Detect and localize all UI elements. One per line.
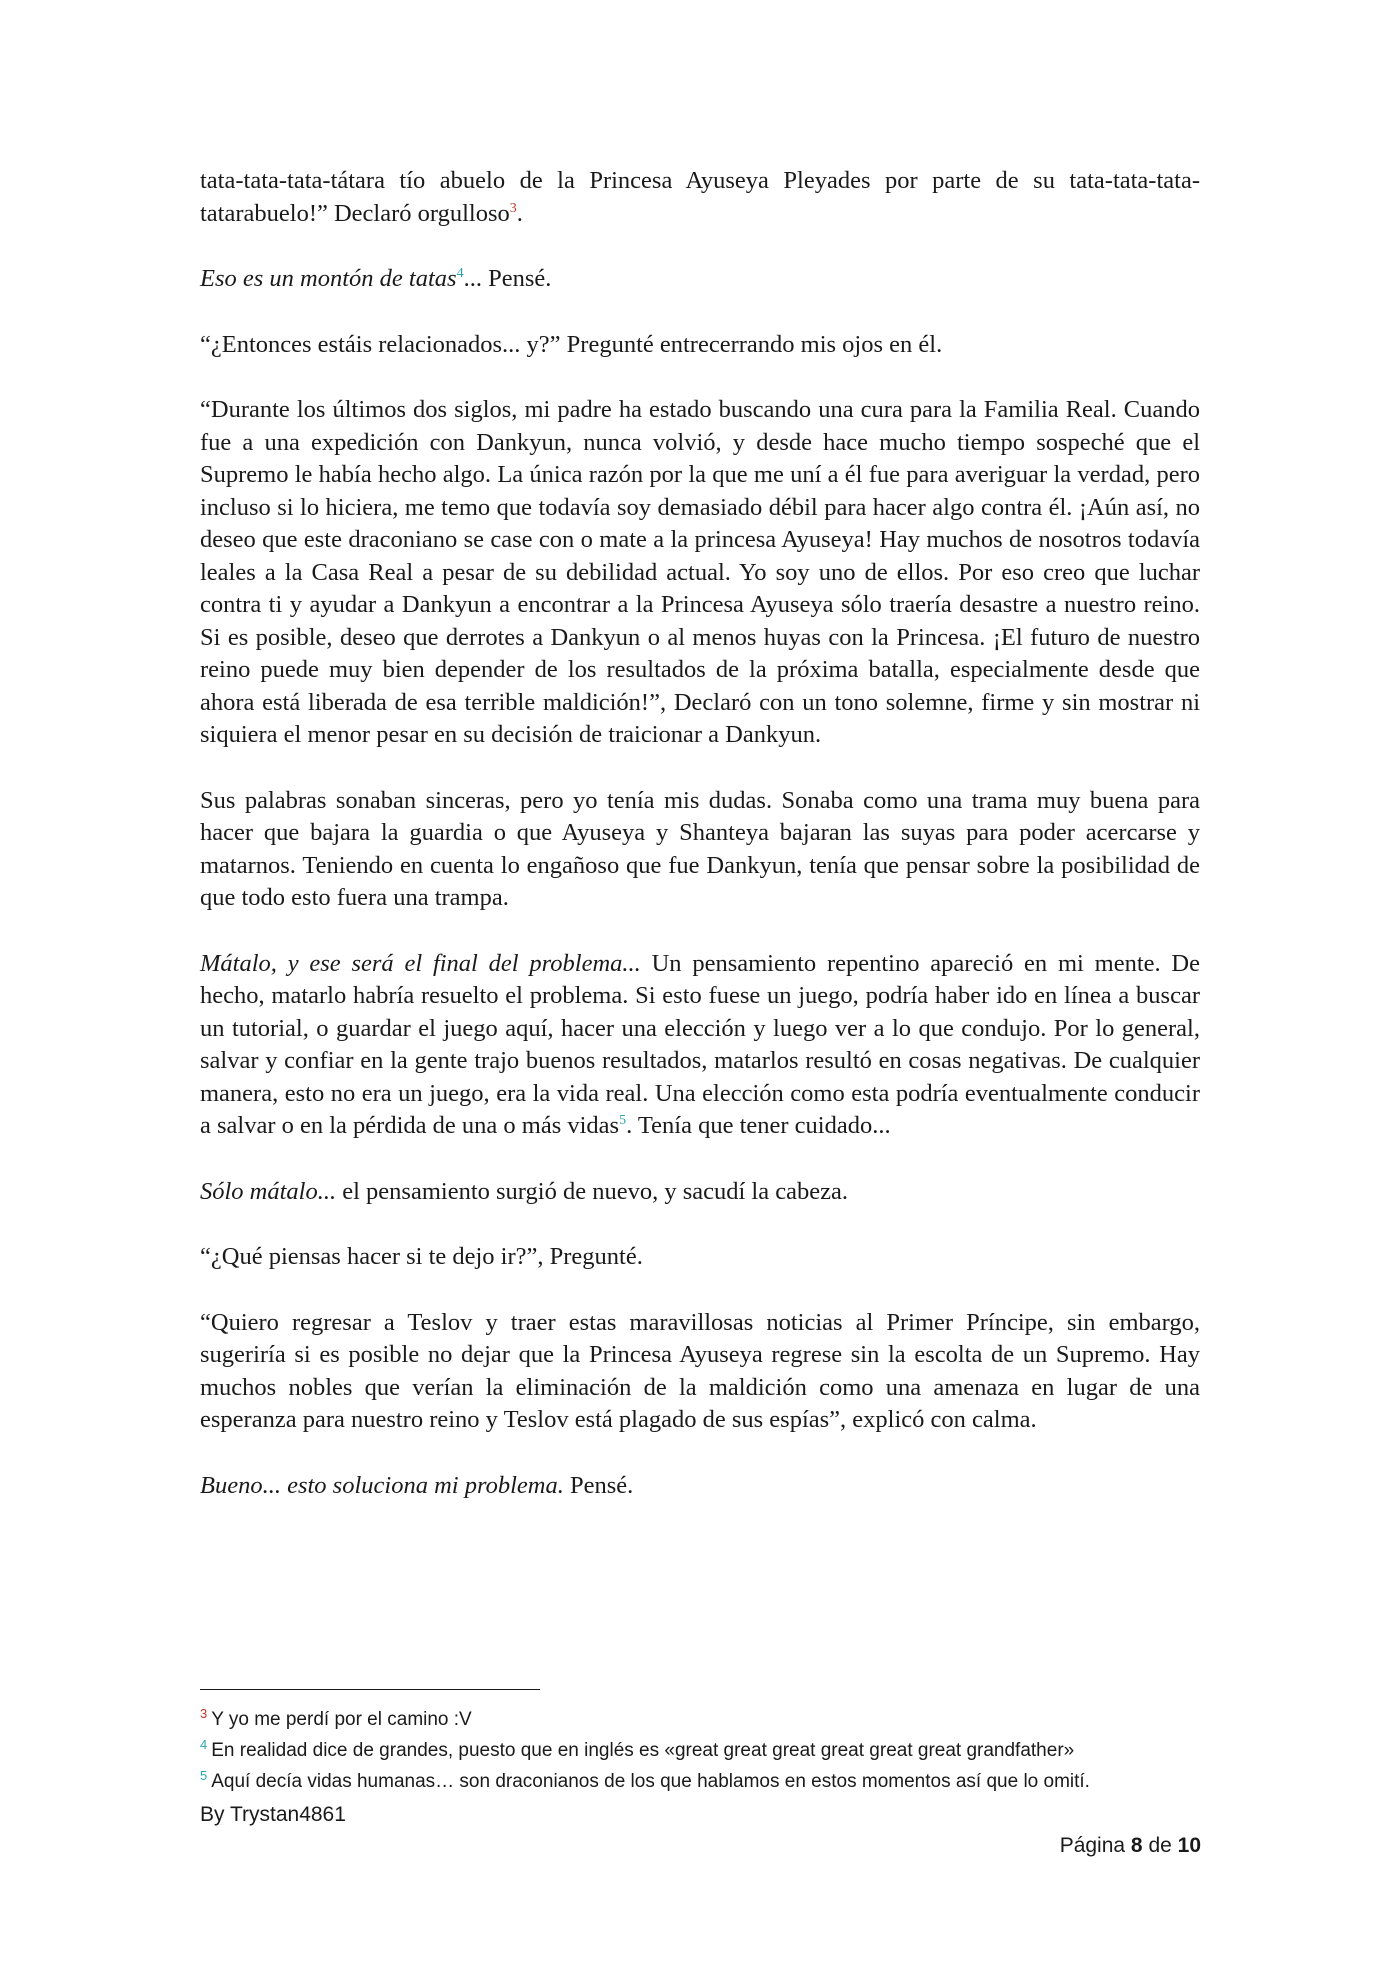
footnotes: [200, 1704, 1210, 1797]
paragraph-8: “¿Qué piensas hacer si te dejo ir?”, Pregunté.: [200, 1243, 643, 1270]
paragraph-6-end: . Tenía que tener cuidado...: [626, 1112, 891, 1139]
footnote-5: [200, 1766, 1210, 1797]
paragraph-6: [200, 948, 1200, 1143]
footnote-4-text: En realidad dice de grandes, puesto que en inglés es «great great great great great great grandfather»: [211, 1740, 1075, 1761]
paragraph-1-end: .: [516, 199, 523, 227]
body-text: [200, 165, 1200, 1535]
paragraph-6-text: Un pensamiento repentino apareció en mi mente. De hecho, matarlo habría resuelto el problema. Si esto fuese un juego, podría haber ido en línea a buscar un tutorial, o guardar el juego aquí, hacer una elección y luego ver a lo que condujo. Por lo general, salvar y confiar en la gente trajo buenos resultados, matarlos resultó en cosas negativas. De cualquier manera, esto no era un juego, era la vida real. Una elección como esta podría eventualmente conducir a salvar o en la pérdida de una o más vidas: [200, 949, 1200, 1139]
paragraph-2-italic: Eso es un montón de tatas: [200, 265, 457, 292]
paragraph-7-text: el pensamiento surgió de nuevo, y sacudí la cabeza.: [336, 1177, 848, 1205]
footnote-3-number: 3: [200, 1705, 208, 1721]
page-number: [1060, 1834, 1201, 1858]
footnote-5-text: Aquí decía vidas humanas… son draconianos de los que hablamos en estos momentos así que lo omití.: [211, 1771, 1090, 1792]
paragraph-9: “Quiero regresar a Teslov y traer estas maravillosas noticias al Primer Príncipe, sin embargo, sugeriría si es posible no dejar que la Princesa Ayuseya regrese sin la escolta de un Supremo. Hay muchos nobles que verían la eliminación de la maldición como una amenaza en lugar de una esperanza para nuestro reino y Teslov está plagado de sus espías”, explicó con calma.: [200, 1308, 1200, 1433]
paragraph-6-italic: Mátalo, y ese será el final del problema...: [200, 949, 641, 977]
paragraph-5: Sus palabras sonaban sinceras, pero yo tenía mis dudas. Sonaba como una trama muy buena para hacer que bajara la guardia o que Ayuseya y Shanteya bajaran las suyas para poder acercarse y matarnos. Teniendo en cuenta lo engañoso que fue Dankyun, tenía que pensar sobre la posibilidad de que todo esto fuera una trampa.: [200, 786, 1200, 911]
paragraph-2-end: ... Pensé.: [463, 265, 552, 292]
footnote-ref-5[interactable]: 5: [619, 1112, 627, 1128]
page-number-prefix: Página: [1059, 1834, 1131, 1857]
paragraph-3: “¿Entonces estáis relacionados... y?” Pregunté entrecerrando mis ojos en él.: [200, 330, 943, 358]
page-number-total: 10: [1177, 1834, 1201, 1857]
paragraph-10-text: Pensé.: [563, 1471, 634, 1499]
footnote-ref-4[interactable]: 4: [456, 265, 464, 281]
page-number-current: 8: [1130, 1834, 1143, 1857]
page-number-middle: de: [1142, 1834, 1178, 1857]
footnote-5-number: 5: [200, 1767, 208, 1783]
paragraph-1-text: tata-tata-tata-tátara tío abuelo de la Princesa Ayuseya Pleyades por parte de su tata-tata-tata-tatarabuelo!” Declaró orgulloso: [200, 167, 1200, 227]
footnote-3-text: Y yo me perdí por el camino :V: [211, 1709, 472, 1730]
paragraph-4: “Durante los últimos dos siglos, mi padre ha estado buscando una cura para la Familia Real. Cuando fue a una expedición con Dankyun, nunca volvió, y desde hace mucho tiempo sospeché que el Supremo le había hecho algo. La única razón por la que me uní a él fue para averiguar la verdad, pero incluso si lo hiciera, me temo que todavía soy demasiado débil para hacer algo contra él. ¡Aún así, no deseo que este draconiano se case con o mate a la princesa Ayuseya! Hay muchos de nosotros todavía leales a la Casa Real a pesar de su debilidad actual. Yo soy uno de ellos. Por eso creo que luchar contra ti y ayudar a Dankyun a encontrar a la Princesa Ayuseya sólo traería desastre a nuestro reino. Si es posible, deseo que derrotes a Dankyun o al menos huyas con la Princesa. ¡El futuro de nuestro reino puede muy bien depender de los resultados de la próxima batalla, especialmente desde que ahora está liberada de esa terrible maldición!”, Declaró con un tono solemne, firme y sin mostrar ni siquiera el menor pesar en su decisión de traicionar a Dankyun.: [200, 396, 1200, 748]
author-credit: By Trystan4861: [200, 1803, 346, 1826]
paragraph-2: [200, 263, 1200, 296]
footnote-3: [200, 1704, 1210, 1735]
footnote-ref-3[interactable]: 3: [509, 200, 517, 216]
footnote-4-number: 4: [200, 1736, 208, 1752]
paragraph-1: [200, 165, 1200, 230]
paragraph-10: [200, 1470, 1200, 1503]
paragraph-7-italic: Sólo mátalo...: [200, 1177, 337, 1205]
footnote-4: [200, 1735, 1210, 1766]
paragraph-10-italic: Bueno... esto soluciona mi problema.: [200, 1471, 564, 1499]
paragraph-7: [200, 1176, 1200, 1209]
footnote-separator: [200, 1689, 540, 1690]
